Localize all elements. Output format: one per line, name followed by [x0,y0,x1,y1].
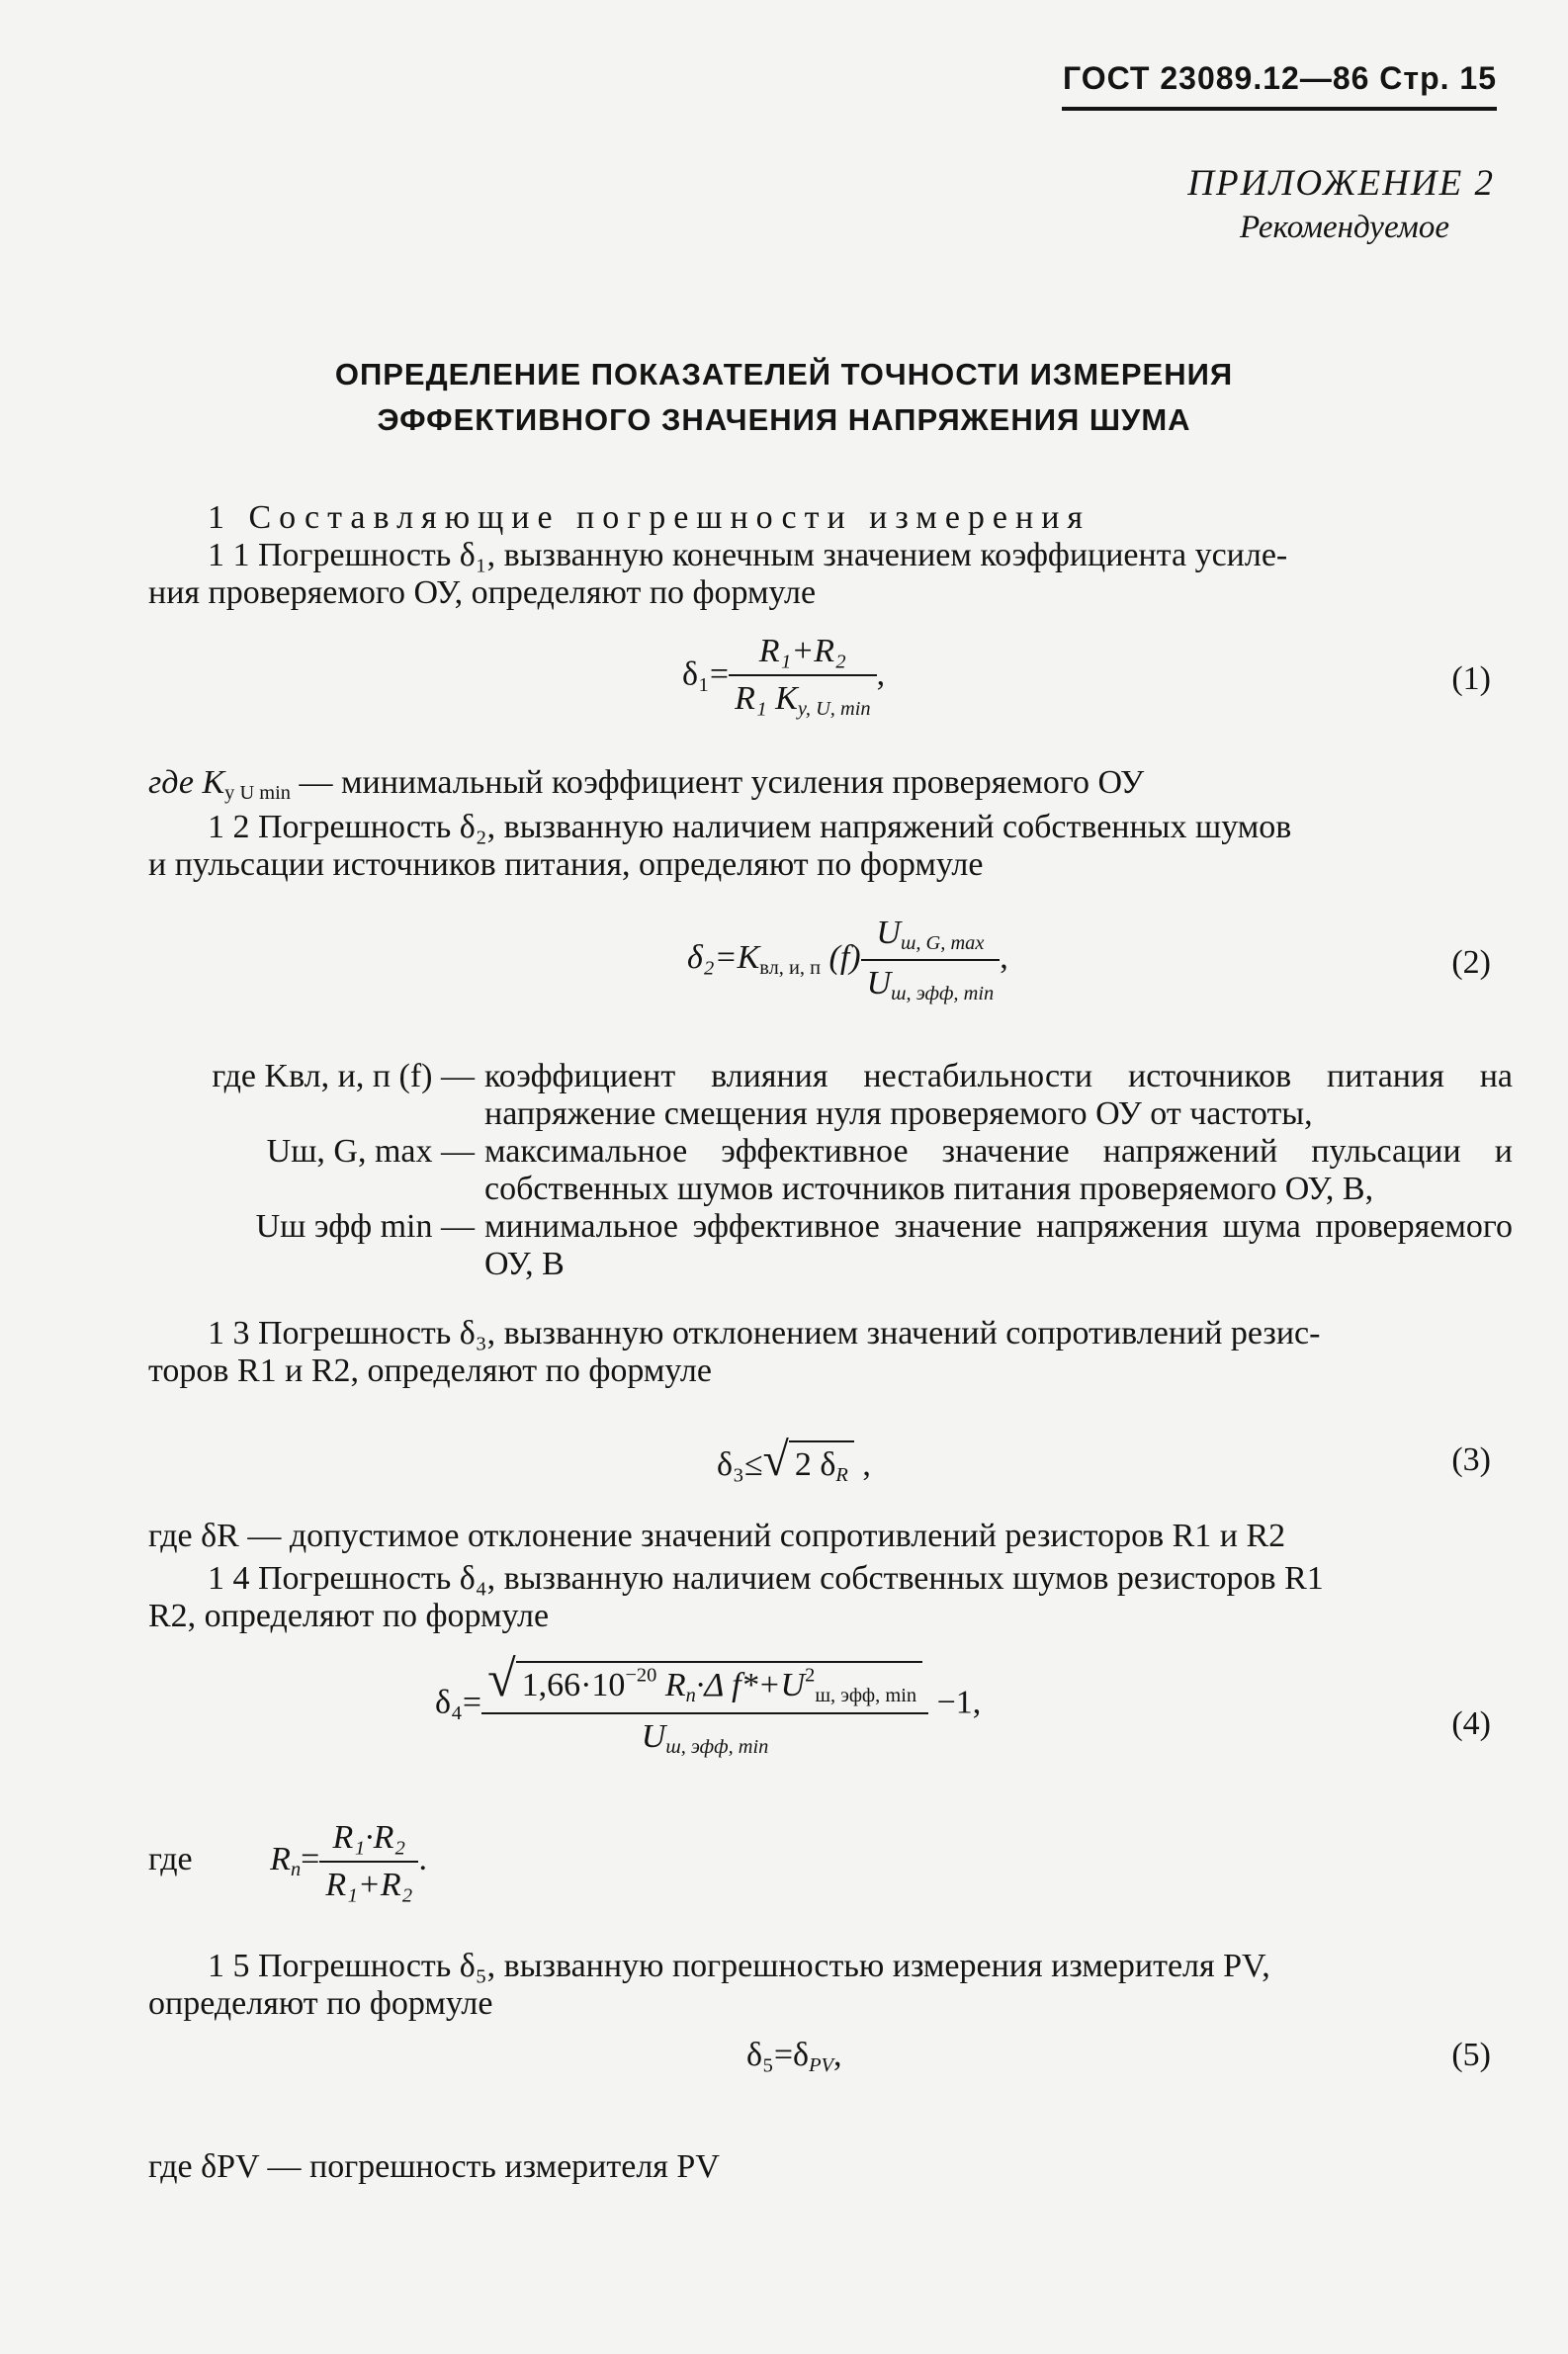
paragraph-line: ния проверяемого ОУ, определяют по формуле [148,574,817,612]
lhs-subscript: вл, и, п [759,956,821,979]
radicand [789,1440,854,1487]
header-rule [1062,107,1497,111]
definition-row [148,1133,1513,1208]
fraction-numerator [861,915,1001,961]
where-tail: . [418,1840,427,1877]
fraction-numerator [481,1651,928,1714]
appendix-subtitle: Рекомендуемое [1239,210,1449,245]
paragraph-1-3 [148,1315,1513,1390]
definition-description: максимальное эффективное значение напряжений пульсации и собственных шумов источников питания проверяемого ОУ, В, [484,1133,1513,1208]
paragraph-line: 1 4 Погрешность δ₄, вызванную наличием собственных шумов резисторов R1 [208,1560,1324,1597]
term-rest: ·Δ f*+U [695,1667,806,1703]
denominator-subscript: у, U, min [797,698,871,721]
fraction-denominator [481,1714,928,1759]
equation-number-1: (1) [1451,660,1491,697]
equation-tail: −1, [936,1684,982,1721]
denominator-base: R₁ K [735,680,798,718]
fraction [861,915,1001,1005]
definition-row [148,1058,1513,1133]
where-3: где δR — допустимое отклонение значений сопротивлений резисторов R1 и R2 [148,1518,1286,1554]
denominator-base: U [866,964,892,1002]
function-argument: (f) [828,938,861,976]
denominator-subscript: ш, эфф, min [891,983,995,1005]
appendix-title: ПРИЛОЖЕНИЕ 2 [1187,163,1495,204]
paragraph-1-1 [148,537,1513,612]
fraction-denominator: R₁+R₂ [325,1867,413,1904]
radical-sign: √ [487,1651,516,1707]
definition-row [148,1208,1513,1283]
where-eq: = [301,1840,320,1877]
equation-1 [682,633,885,721]
equation-tail: , [862,1446,871,1483]
paragraph-line: 1 3 Погрешность δ₃, вызванную отклонением значений сопротивлений резис- [208,1315,1321,1351]
paragraph-line: R2, определяют по формуле [148,1598,550,1635]
equation-lhs: δ₂=K [687,938,760,976]
radical-sign: √ [762,1434,789,1486]
where-lhs-subscript: n [290,1858,302,1880]
paragraph-line: 1 5 Погрешность δ₅, вызванную погрешностью измерения измерителя PV, [208,1948,1270,1984]
where-1 [148,764,1513,805]
where-prefix: где K [148,764,225,801]
equation-3 [717,1434,871,1487]
term-base: R [664,1667,686,1703]
equation-lhs: δ₃≤ [717,1446,763,1483]
equation-number-2: (2) [1451,944,1491,981]
where-subscript: у U min [224,782,291,805]
definition-term: Uш эфф min — [255,1208,475,1246]
paragraph-line: и пульсации источников питания, определяют по формуле [148,846,984,884]
page-header: ГОСТ 23089.12—86 Стр. 15 [1062,60,1497,96]
fraction-denominator [861,961,1001,1005]
paragraph-line: 1 1 Погрешность δ₁, вызванную конечным значением коэффициента усиле- [208,537,1288,573]
definition-description: коэффициент влияния нестабильности источников питания на напряжение смещения нуля проверяемого ОУ от частоты, [484,1058,1513,1133]
radicand-subscript: R [835,1464,848,1487]
coefficient: 1,66·10 [521,1667,626,1703]
denominator-base: U [641,1718,666,1756]
equation-lhs: δ₅=δ [746,2037,810,2073]
definition-term: Uш, G, max — [266,1133,475,1171]
equation-number-4: (4) [1451,1705,1491,1742]
equation-number-3: (3) [1451,1441,1491,1478]
lhs-subscript: PV [809,2054,833,2077]
equation-lhs: δ₄= [435,1684,482,1721]
where-prefix: где [148,1840,193,1877]
paragraph-line: торов R1 и R2, определяют по формуле [148,1352,712,1390]
paragraph-line: 1 2 Погрешность δ₂, вызванную наличием напряжений собственных шумов [208,809,1292,845]
where-4 [148,1819,427,1904]
paragraph-1-2 [148,809,1513,884]
numerator-base: U [876,915,901,951]
equation-4 [435,1651,981,1759]
radicand [516,1661,922,1707]
fraction-numerator: R₁·R₂ [319,1819,418,1863]
term-superscript: 2 [805,1664,816,1687]
equation-tail: , [876,655,886,693]
paragraph-line: определяют по формуле [148,1985,493,2023]
definition-description: минимальное эффективное значение напряжения шума проверяемого ОУ, В [484,1208,1513,1283]
definition-term: где Kвл, и, п (f) — [212,1058,475,1094]
where-text: — минимальный коэффициент усиления проверяемого ОУ [299,764,1145,801]
paragraph-1-4 [148,1560,1513,1635]
where-5: где δPV — погрешность измерителя PV [148,2148,720,2185]
equation-tail: , [1000,938,1008,976]
paragraph-1-5 [148,1948,1513,2023]
equation-5 [746,2037,842,2077]
radicand-base: 2 δ [794,1446,836,1483]
denominator-subscript: ш, эфф, min [665,1736,769,1759]
definitions-2 [148,1058,1513,1283]
fraction [729,633,877,721]
equation-tail: , [833,2037,842,2073]
fraction [481,1651,928,1759]
equation-2 [687,915,1008,1005]
document-title-line-2: ЭФФЕКТИВНОГО ЗНАЧЕНИЯ НАПРЯЖЕНИЯ ШУМА [377,402,1191,437]
term-subscript: n [685,1685,696,1707]
section-heading: 1 Составляющие погрешности измерения [208,499,1091,536]
where-lhs: R [270,1840,291,1877]
fraction-denominator [729,676,877,721]
equation-number-5: (5) [1451,2037,1491,2073]
equation-lhs: δ₁= [682,655,730,693]
fraction [319,1819,418,1904]
exponent: −20 [625,1664,657,1687]
numerator-subscript: ш, G, max [900,932,985,955]
document-title-line-1: ОПРЕДЕЛЕНИЕ ПОКАЗАТЕЛЕЙ ТОЧНОСТИ ИЗМЕРЕНИЯ [334,357,1234,392]
fraction-numerator: R₁+R₂ [729,633,877,676]
term-subscript: ш, эфф, min [815,1685,917,1707]
